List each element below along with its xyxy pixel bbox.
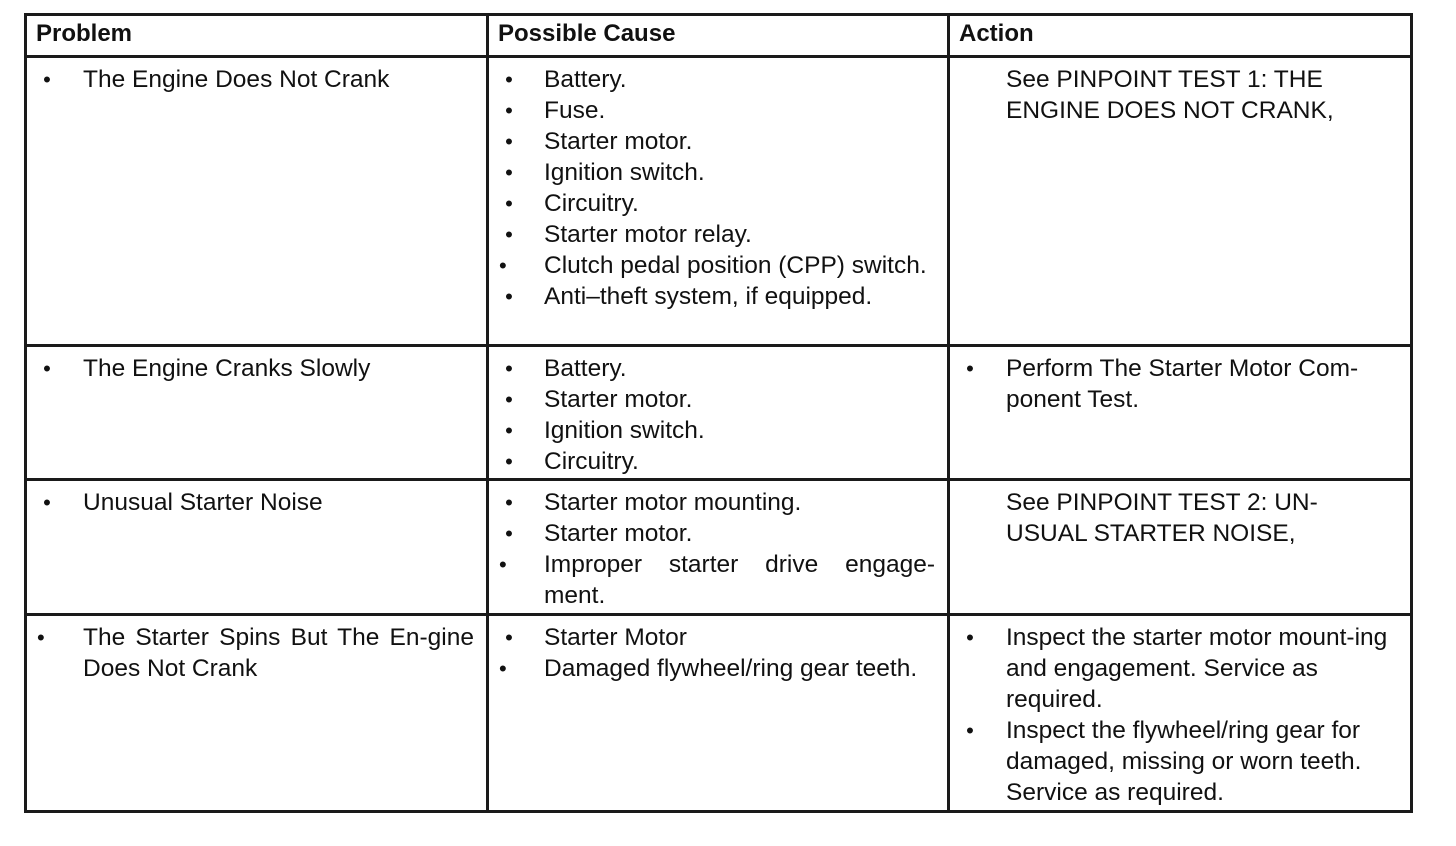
list-item bbox=[489, 653, 935, 684]
list-item bbox=[27, 487, 474, 518]
list-item bbox=[950, 715, 1398, 808]
bullet-icon: • bbox=[505, 67, 513, 92]
list-item bbox=[489, 353, 935, 384]
cause-header: Possible Cause bbox=[488, 15, 949, 57]
bullet-icon: • bbox=[505, 418, 513, 443]
problem-header: Problem bbox=[26, 15, 488, 57]
problem-text: The Engine Does Not Crank bbox=[83, 66, 390, 93]
problem-cell bbox=[26, 480, 488, 615]
list-item bbox=[489, 281, 935, 312]
bullet-icon: • bbox=[499, 253, 507, 278]
problem-cell bbox=[26, 57, 488, 346]
bullet-icon: • bbox=[499, 552, 507, 577]
list-item bbox=[27, 622, 474, 684]
bullet-icon: • bbox=[966, 356, 974, 381]
bullet-icon: • bbox=[505, 191, 513, 216]
cause-text: Anti–theft system, if equipped. bbox=[544, 283, 873, 310]
list-item bbox=[489, 446, 935, 477]
list-item bbox=[950, 353, 1398, 415]
bullet-icon: • bbox=[499, 656, 507, 681]
list-item bbox=[489, 126, 935, 157]
bullet-icon: • bbox=[505, 490, 513, 515]
action-text: Inspect the starter motor mount-ing and engagement. Service as required. bbox=[1006, 624, 1388, 713]
list-item bbox=[489, 518, 935, 549]
action-cell bbox=[949, 57, 1412, 346]
table-row bbox=[26, 346, 1412, 480]
problem-text: The Engine Cranks Slowly bbox=[83, 355, 371, 382]
bullet-icon: • bbox=[505, 356, 513, 381]
cause-text: Ignition switch. bbox=[544, 159, 705, 186]
table-row bbox=[26, 615, 1412, 812]
bullet-icon: • bbox=[505, 449, 513, 474]
action-header: Action bbox=[949, 15, 1412, 57]
list-item bbox=[489, 250, 935, 281]
cause-text: Battery. bbox=[544, 66, 627, 93]
cause-cell bbox=[488, 57, 949, 346]
bullet-icon: • bbox=[505, 284, 513, 309]
action-text: See PINPOINT TEST 1: THE ENGINE DOES NOT CRANK, bbox=[1006, 66, 1334, 124]
action-text: Perform The Starter Motor Com-ponent Test. bbox=[1006, 355, 1359, 413]
cause-text: Battery. bbox=[544, 355, 627, 382]
cause-text: Damaged flywheel/ring gear teeth. bbox=[544, 655, 918, 682]
list-item bbox=[489, 487, 935, 518]
list-item bbox=[489, 157, 935, 188]
list-item bbox=[489, 95, 935, 126]
table-row bbox=[26, 57, 1412, 346]
diagnosis-table bbox=[24, 13, 1413, 813]
cause-text: Starter motor mounting. bbox=[544, 489, 802, 516]
cause-cell bbox=[488, 346, 949, 480]
bullet-icon: • bbox=[505, 387, 513, 412]
cause-text: Starter Motor bbox=[544, 624, 687, 651]
cause-text: Circuitry. bbox=[544, 448, 639, 475]
cause-text: Fuse. bbox=[544, 97, 606, 124]
list-item bbox=[950, 622, 1398, 715]
cause-text: Starter motor. bbox=[544, 128, 693, 155]
header-row bbox=[26, 15, 1412, 57]
list-item bbox=[27, 353, 474, 384]
cause-text: Starter motor relay. bbox=[544, 221, 752, 248]
list-item bbox=[489, 549, 935, 611]
action-cell bbox=[949, 480, 1412, 615]
bullet-icon: • bbox=[505, 625, 513, 650]
list-item bbox=[489, 384, 935, 415]
bullet-icon: • bbox=[505, 521, 513, 546]
bullet-icon: • bbox=[966, 718, 974, 743]
action-cell bbox=[949, 346, 1412, 480]
problem-cell bbox=[26, 615, 488, 812]
bullet-icon: • bbox=[505, 98, 513, 123]
cause-text: Starter motor. bbox=[544, 520, 693, 547]
list-item bbox=[489, 188, 935, 219]
bullet-icon: • bbox=[505, 129, 513, 154]
problem-text: The Starter Spins But The En-gine Does Not Crank bbox=[83, 624, 474, 682]
problem-text: Unusual Starter Noise bbox=[83, 489, 323, 516]
bullet-icon: • bbox=[43, 490, 51, 515]
cause-text: Circuitry. bbox=[544, 190, 639, 217]
bullet-icon: • bbox=[43, 67, 51, 92]
action-text: See PINPOINT TEST 2: UN-USUAL STARTER NOISE, bbox=[1006, 489, 1318, 547]
cause-text: Starter motor. bbox=[544, 386, 693, 413]
bullet-icon: • bbox=[505, 160, 513, 185]
bullet-icon: • bbox=[966, 625, 974, 650]
table-row bbox=[26, 480, 1412, 615]
list-item bbox=[489, 622, 935, 653]
bullet-icon: • bbox=[505, 222, 513, 247]
bullet-icon: • bbox=[43, 356, 51, 381]
list-item bbox=[489, 219, 935, 250]
cause-cell bbox=[488, 480, 949, 615]
action-cell bbox=[949, 615, 1412, 812]
cause-text: Improper starter drive engage-ment. bbox=[544, 551, 935, 609]
cause-text: Ignition switch. bbox=[544, 417, 705, 444]
list-item bbox=[489, 64, 935, 95]
problem-cell bbox=[26, 346, 488, 480]
action-text: Inspect the flywheel/ring gear for damaged, missing or worn teeth. Service as required. bbox=[1006, 717, 1362, 806]
bullet-icon: • bbox=[37, 625, 45, 650]
cause-text: Clutch pedal position (CPP) switch. bbox=[544, 252, 927, 279]
cause-cell bbox=[488, 615, 949, 812]
list-item bbox=[27, 64, 474, 95]
list-item bbox=[489, 415, 935, 446]
